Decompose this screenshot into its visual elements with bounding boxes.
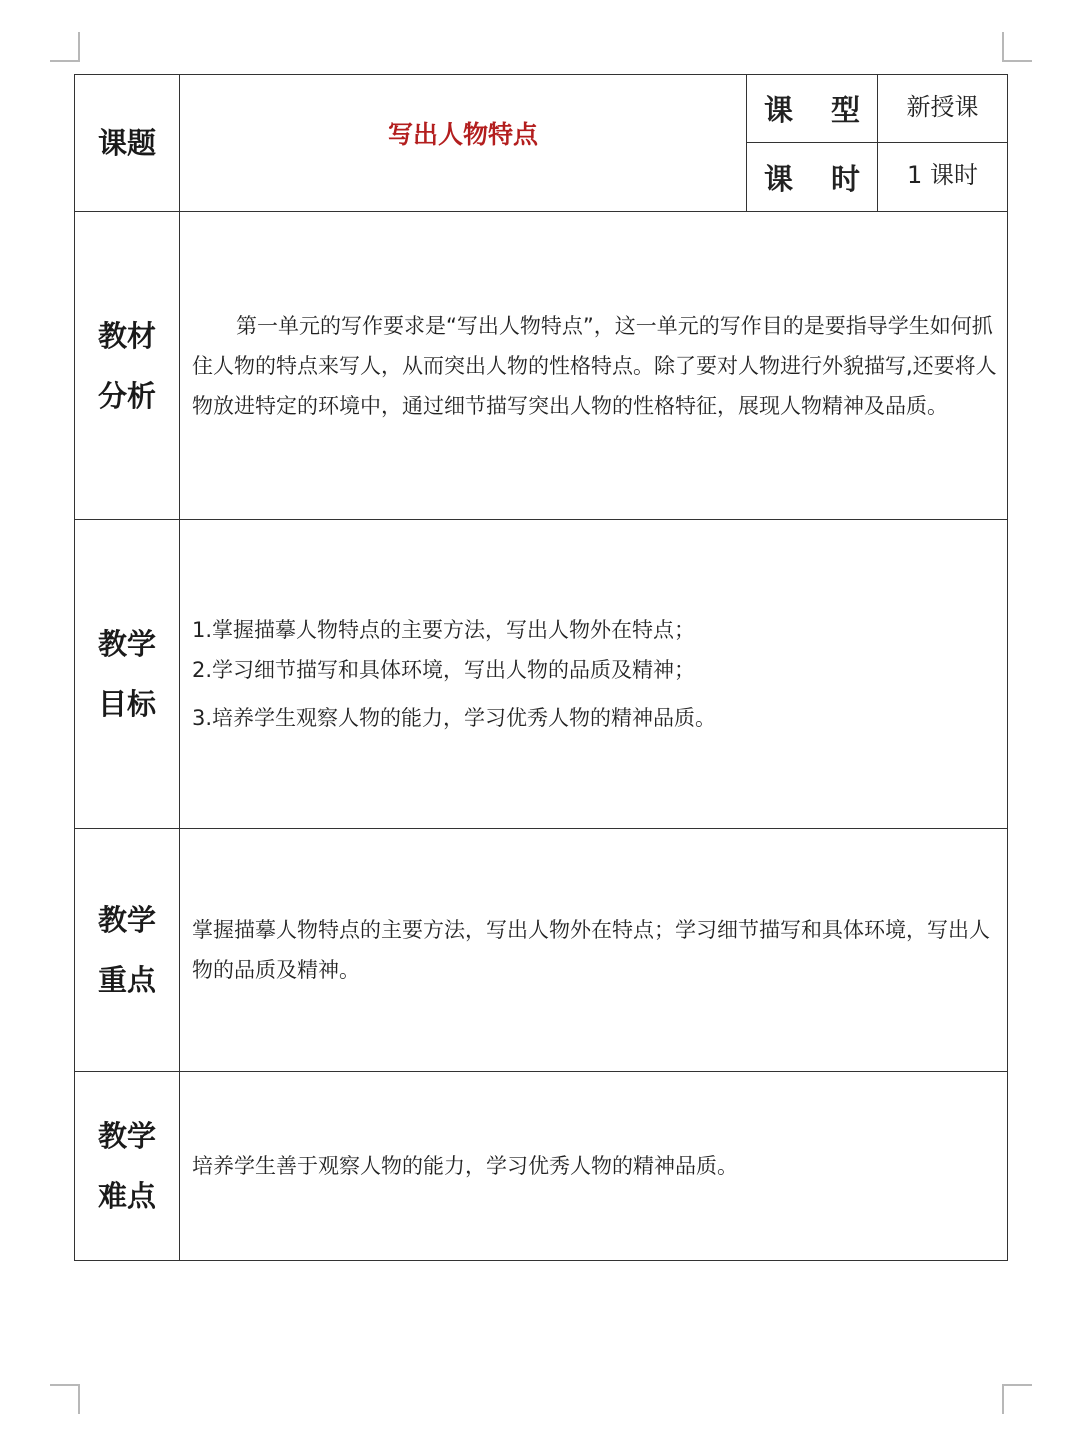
lesson-type-label: 课 型: [747, 75, 878, 143]
lesson-plan-table: [74, 74, 1008, 1261]
difficulty-row: [75, 1072, 1008, 1261]
topic-label: 课题: [75, 75, 180, 212]
crop-mark-bottom-left: [50, 1384, 80, 1414]
goal-item-2: 2.学习细节描写和具体环境，写出人物的品质及精神；: [192, 658, 696, 682]
difficulty-content: [180, 1072, 1008, 1261]
difficulty-text: 培养学生善于观察人物的能力，学习优秀人物的精神品质。: [192, 1154, 738, 1178]
goal-item-1: 1.掌握描摹人物特点的主要方法，写出人物外在特点；: [192, 618, 696, 642]
lesson-hours-value: 1 课时: [878, 143, 1008, 212]
topic-title: 写出人物特点: [180, 75, 747, 212]
crop-mark-bottom-right: [1002, 1384, 1032, 1414]
analysis-content: [180, 212, 1008, 520]
focus-content: [180, 829, 1008, 1072]
crop-mark-top-left: [50, 32, 80, 62]
analysis-text: 第一单元的写作要求是“写出人物特点”，这一单元的写作目的是要指导学生如何抓住人物的特点来写人，从而突出人物的性格特点。除了要对人物进行外貌描写,还要将人物放进特定的环境中，通过细节描写突出人物的性格特征，展现人物精神及品质。: [192, 313, 997, 418]
difficulty-label: 教学 难点: [75, 1072, 180, 1261]
goals-row: [75, 520, 1008, 829]
goals-content: [180, 520, 1008, 829]
focus-label: 教学 重点: [75, 829, 180, 1072]
analysis-label: 教材 分析: [75, 212, 180, 520]
crop-mark-top-right: [1002, 32, 1032, 62]
header-row-type: [75, 75, 1008, 143]
goal-item-3: 3.培养学生观察人物的能力，学习优秀人物的精神品质。: [192, 706, 717, 730]
lesson-hours-label: 课 时: [747, 143, 878, 212]
lesson-type-value: 新授课: [878, 75, 1008, 143]
focus-row: [75, 829, 1008, 1072]
goals-label: 教学 目标: [75, 520, 180, 829]
focus-text: 掌握描摹人物特点的主要方法，写出人物外在特点；学习细节描写和具体环境，写出人物的品质及精神。: [192, 918, 990, 982]
analysis-row: [75, 212, 1008, 520]
